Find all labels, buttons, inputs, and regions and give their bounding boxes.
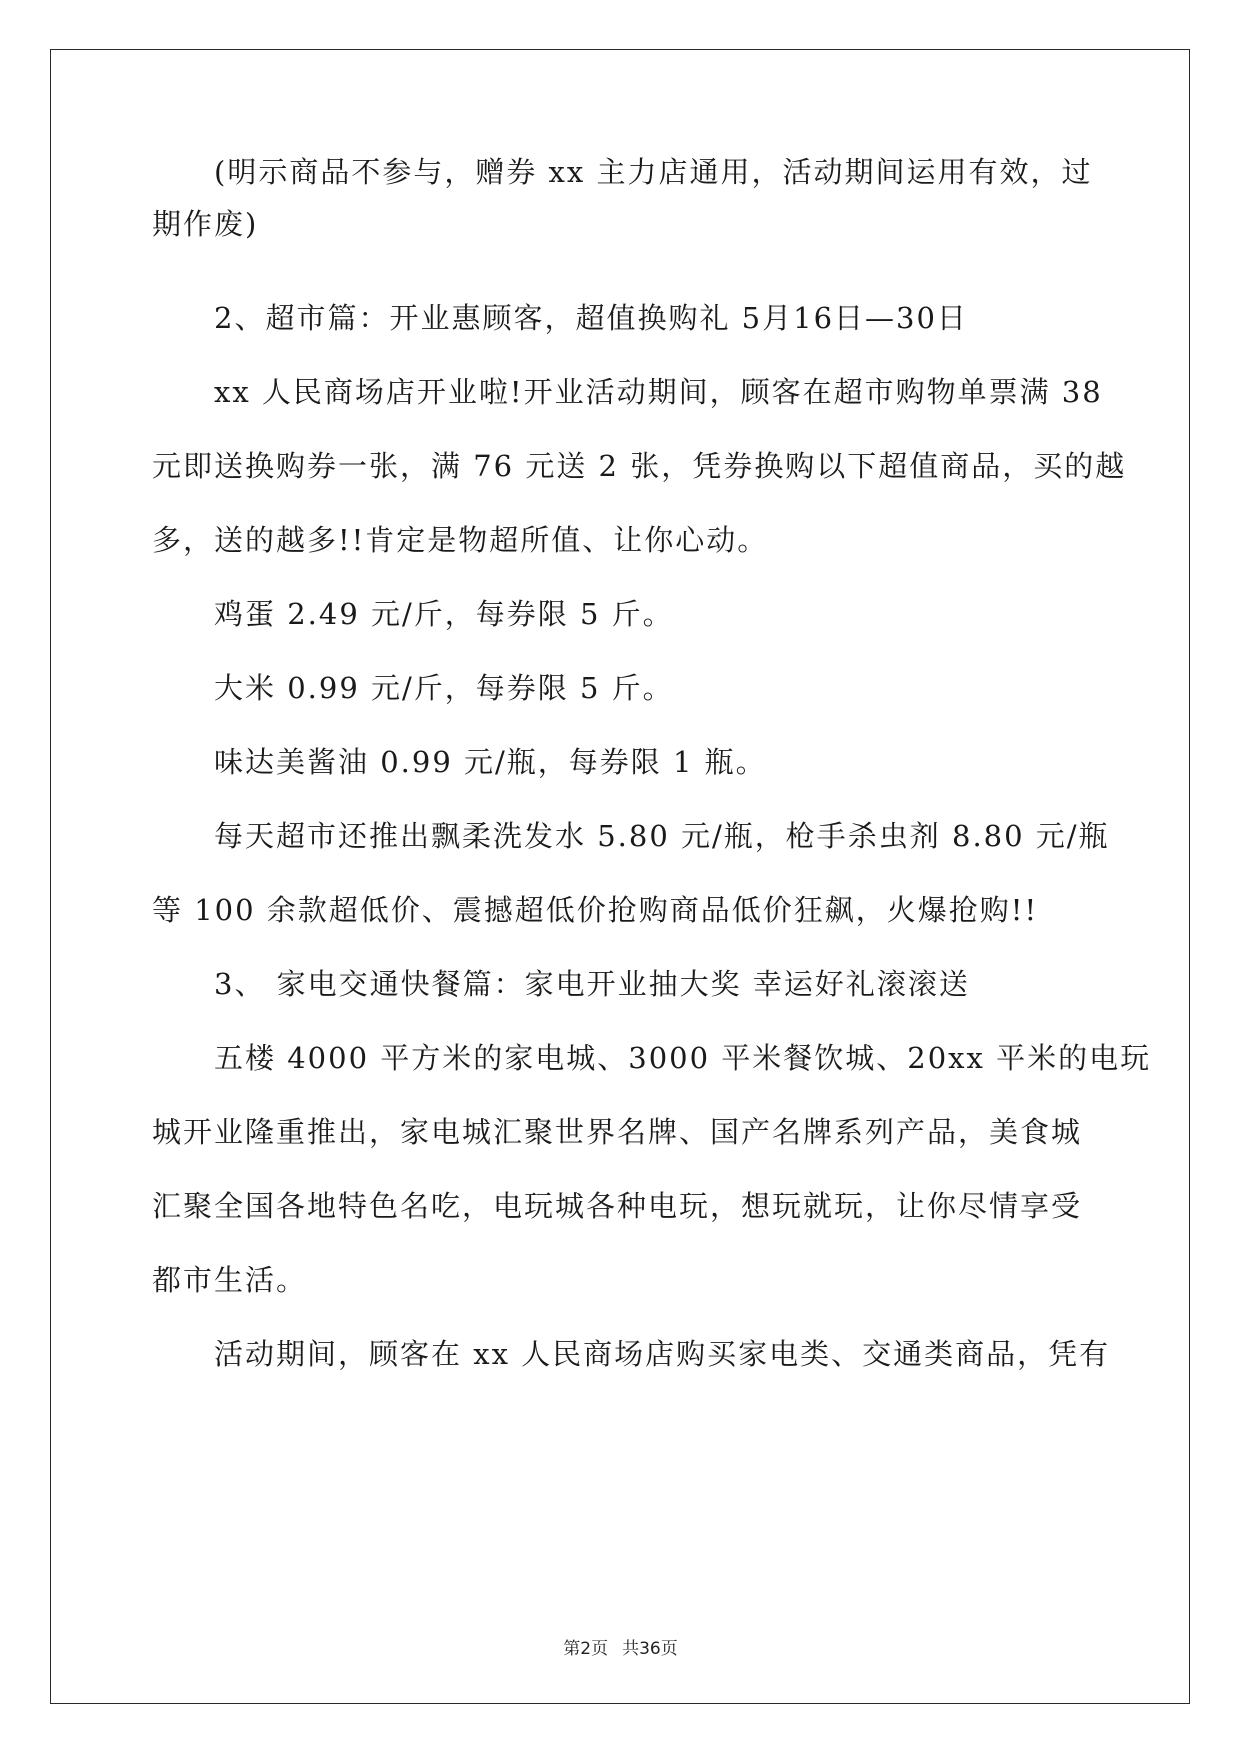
paragraph-line: xx 人民商场店开业啦!开业活动期间，顾客在超市购物单票满 38 bbox=[214, 375, 1103, 409]
paragraph-line: 多，送的越多!!肯定是物超所值、让你心动。 bbox=[152, 523, 769, 557]
list-item: 味达美酱油 0.99 元/瓶，每券限 1 瓶。 bbox=[214, 745, 767, 779]
paragraph-line: 汇聚全国各地特色名吃，电玩城各种电玩，想玩就玩，让你尽情享受 bbox=[152, 1189, 1083, 1223]
paragraph-line: 等 100 余款超低价、震撼超低价抢购商品低价狂飙，火爆抢购!! bbox=[152, 893, 1039, 927]
page-total: 共36页 bbox=[622, 1639, 678, 1659]
section-heading: 2、超市篇：开业惠顾客，超值换购礼 5月16日—30日 bbox=[214, 301, 968, 335]
paragraph-line: 活动期间，顾客在 xx 人民商场店购买家电类、交通类商品，凭有 bbox=[214, 1337, 1111, 1371]
page-footer bbox=[0, 1634, 1241, 1659]
paragraph-line: 城开业隆重推出，家电城汇聚世界名牌、国产名牌系列产品，美食城 bbox=[152, 1115, 1083, 1149]
paragraph-line: (明示商品不参与，赠券 xx 主力店通用，活动期间运用有效，过 bbox=[214, 155, 1093, 189]
section-heading: 3、 家电交通快餐篇：家电开业抽大奖 幸运好礼滚滚送 bbox=[214, 967, 970, 1001]
page-number: 第2页 bbox=[563, 1639, 609, 1659]
paragraph-line: 每天超市还推出飘柔洗发水 5.80 元/瓶，枪手杀虫剂 8.80 元/瓶 bbox=[214, 819, 1110, 853]
list-item: 大米 0.99 元/斤，每券限 5 斤。 bbox=[214, 671, 674, 705]
paragraph-line: 都市生活。 bbox=[152, 1263, 308, 1297]
paragraph-line: 五楼 4000 平方米的家电城、3000 平米餐饮城、20xx 平米的电玩 bbox=[214, 1041, 1152, 1075]
paragraph-line: 期作废) bbox=[152, 207, 259, 241]
paragraph-line: 元即送换购券一张，满 76 元送 2 张，凭券换购以下超值商品，买的越 bbox=[152, 449, 1127, 483]
list-item: 鸡蛋 2.49 元/斤，每券限 5 斤。 bbox=[214, 597, 674, 631]
